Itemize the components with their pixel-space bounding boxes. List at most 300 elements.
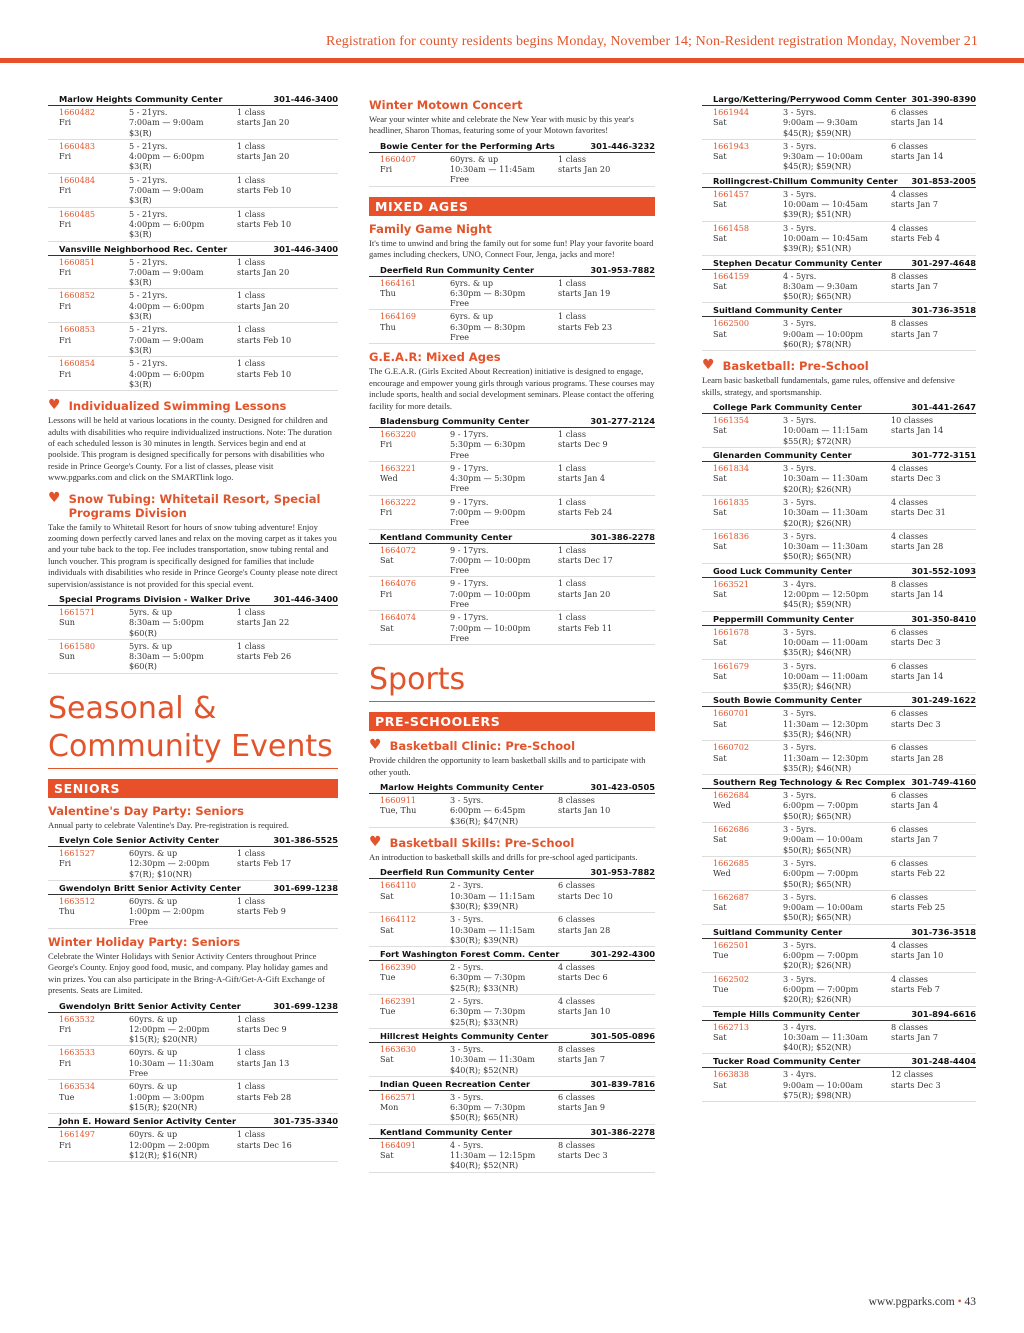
class-row xyxy=(48,1080,338,1114)
class-age: 3 - 4yrs. xyxy=(783,578,817,589)
class-time: 10:30am — 11:30am xyxy=(783,507,868,518)
venue-header xyxy=(369,1078,655,1091)
class-count: 1 class xyxy=(237,140,265,151)
class-time: 7:00pm — 10:00pm xyxy=(450,588,531,599)
class-code-link[interactable]: 1663512 xyxy=(59,896,96,907)
class-age: 6yrs. & up xyxy=(450,277,494,288)
venue-name: Peppermill Community Center xyxy=(713,613,854,624)
class-time: 10:30am — 11:30am xyxy=(450,1054,535,1065)
class-count: 1 class xyxy=(237,1129,265,1140)
class-age: 60yrs. & up xyxy=(129,896,178,907)
class-count: 6 classes xyxy=(891,660,928,671)
venue-name: Gwendolyn Britt Senior Activity Center xyxy=(59,1000,241,1011)
class-start: starts Dec 3 xyxy=(891,473,941,484)
class-day: Sat xyxy=(380,1054,394,1065)
class-age: 5 - 21yrs. xyxy=(129,208,168,219)
venue-phone: 301-749-4160 xyxy=(911,777,976,788)
class-age: 3 - 5yrs. xyxy=(783,660,817,671)
class-code-link[interactable]: 1662686 xyxy=(713,824,750,835)
class-count: 4 classes xyxy=(558,962,595,973)
class-code-link[interactable]: 1660853 xyxy=(59,324,96,335)
class-start: starts Jan 4 xyxy=(558,473,606,484)
class-start: starts Jan 7 xyxy=(891,834,939,845)
class-fee: $35(R); $46(NR) xyxy=(783,647,852,658)
venue-name: Fort Washington Forest Comm. Center xyxy=(380,949,560,960)
class-row xyxy=(48,1046,338,1080)
venue-name: Glenarden Community Center xyxy=(713,450,852,461)
class-row xyxy=(702,140,976,174)
class-time: 9:00am — 9:30am xyxy=(783,117,858,128)
class-count: 6 classes xyxy=(891,857,928,868)
venue-name: Kentland Community Center xyxy=(380,1126,513,1137)
class-code-link[interactable]: 1662501 xyxy=(713,939,750,950)
class-day: Thu xyxy=(380,321,396,332)
class-row xyxy=(48,1128,338,1162)
class-code-link[interactable]: 1661457 xyxy=(713,188,750,199)
class-code-link[interactable]: 1662390 xyxy=(380,962,417,973)
class-count: 6 classes xyxy=(891,742,928,753)
class-code-link[interactable]: 1661679 xyxy=(713,660,750,671)
class-code-link[interactable]: 1660911 xyxy=(380,795,417,806)
venue-phone: 301-386-2278 xyxy=(590,531,655,542)
class-time: 11:30am — 12:15pm xyxy=(450,1150,536,1161)
class-fee: $20(R); $26(NR) xyxy=(783,517,852,528)
program-heading xyxy=(369,739,655,753)
class-day: Sat xyxy=(713,1031,727,1042)
class-time: 9:00am — 10:00am xyxy=(783,902,863,913)
venue-header xyxy=(702,175,976,188)
class-count: 1 class xyxy=(558,277,586,288)
class-time: 6:30pm — 8:30pm xyxy=(450,321,526,332)
class-fee: $40(R); $52(NR) xyxy=(783,1042,852,1053)
class-start: starts Feb 10 xyxy=(237,218,292,229)
class-age: 3 - 5yrs. xyxy=(783,891,817,902)
class-age: 3 - 5yrs. xyxy=(783,140,817,151)
program-title: Family Game Night xyxy=(369,221,492,236)
venue-header xyxy=(702,694,976,707)
class-fee: $3(R) xyxy=(129,229,152,240)
class-day: Fri xyxy=(59,1023,72,1034)
class-count: 1 class xyxy=(237,1047,265,1058)
venue-header xyxy=(702,613,976,626)
venue-phone: 301-772-3151 xyxy=(911,450,976,461)
class-start: starts Feb 22 xyxy=(891,868,946,879)
class-code-link[interactable]: 1662391 xyxy=(380,996,417,1007)
class-code-link[interactable]: 1661944 xyxy=(713,107,750,117)
class-start: starts Dec 17 xyxy=(558,554,613,565)
class-code-link[interactable]: 1660702 xyxy=(713,742,750,753)
program-title: Winter Motown Concert xyxy=(369,98,523,112)
class-row xyxy=(702,789,976,823)
class-age: 60yrs. & up xyxy=(129,1129,178,1140)
class-day: Sat xyxy=(713,718,727,729)
class-time: 12:00pm — 2:00pm xyxy=(129,1139,210,1150)
class-count: 6 classes xyxy=(891,790,928,801)
class-time: 12:00pm — 2:00pm xyxy=(129,1023,210,1034)
class-time: 10:00am — 11:00am xyxy=(783,636,868,647)
column-middle xyxy=(369,92,655,1173)
class-row xyxy=(369,462,655,496)
class-count: 4 classes xyxy=(891,496,928,507)
venue-phone: 301-386-5525 xyxy=(273,835,338,846)
venue-header xyxy=(369,140,655,153)
class-fee: $60(R); $78(NR) xyxy=(783,339,852,350)
class-code-link[interactable]: 1660483 xyxy=(59,140,96,151)
class-row xyxy=(369,1043,655,1077)
venue-phone: 301-894-6616 xyxy=(911,1008,976,1019)
class-fee: $50(R); $65(NR) xyxy=(450,1112,519,1123)
class-row xyxy=(702,823,976,857)
class-time: 1:00pm — 2:00pm xyxy=(129,906,205,917)
class-age: 3 - 5yrs. xyxy=(783,188,817,199)
class-age: 9 - 17yrs. xyxy=(450,578,489,589)
venue-phone: 301-277-2124 xyxy=(590,415,655,426)
venue-phone: 301-390-8390 xyxy=(911,94,976,104)
venue-name: South Bowie Community Center xyxy=(713,695,862,706)
venue-header xyxy=(369,415,655,428)
class-fee: $40(R); $52(NR) xyxy=(450,1160,519,1171)
category-bar: MIXED AGES xyxy=(369,197,655,216)
class-row xyxy=(702,188,976,222)
class-row xyxy=(369,153,655,187)
venue-phone: 301-505-0896 xyxy=(590,1030,655,1041)
class-code-link[interactable]: 1661497 xyxy=(59,1129,96,1140)
program-heading xyxy=(48,399,338,413)
class-fee: $40(R); $52(NR) xyxy=(450,1064,519,1075)
venue-header xyxy=(702,257,976,270)
class-code-link[interactable]: 1661836 xyxy=(713,530,750,541)
class-fee: $60(R) xyxy=(129,627,157,638)
venue-header xyxy=(702,304,976,317)
class-start: starts Jan 14 xyxy=(891,670,944,681)
class-count: 1 class xyxy=(237,324,265,335)
class-code-link[interactable]: 1663532 xyxy=(59,1013,96,1024)
program-title: Basketball Clinic: Pre-School xyxy=(389,739,576,754)
class-start: starts Jan 14 xyxy=(891,589,944,600)
class-count: 6 classes xyxy=(891,891,928,902)
class-code-link[interactable]: 1661527 xyxy=(59,848,96,859)
class-count: 1 class xyxy=(237,640,265,651)
class-day: Fri xyxy=(59,368,72,379)
column-right xyxy=(702,92,976,1102)
class-fee: $50(R); $65(NR) xyxy=(783,551,852,562)
class-code-link[interactable]: 1660484 xyxy=(59,174,96,185)
class-day: Sat xyxy=(713,902,727,913)
category-bar: PRE-SCHOOLERS xyxy=(369,712,655,731)
venue-phone: 301-292-4300 xyxy=(590,949,655,960)
class-code-link[interactable]: 1663221 xyxy=(380,462,417,473)
class-code-link[interactable]: 1664110 xyxy=(380,880,417,891)
class-time: 10:30am — 11:30am xyxy=(783,541,868,552)
class-code-link[interactable]: 1664076 xyxy=(380,578,417,589)
venue-name: Suitland Community Center xyxy=(713,305,843,316)
class-fee: $15(R); $20(NR) xyxy=(129,1034,198,1045)
class-age: 60yrs. & up xyxy=(129,1081,178,1092)
class-fee: Free xyxy=(450,483,470,494)
class-time: 6:00pm — 7:00pm xyxy=(783,868,859,879)
class-fee: $50(R); $65(NR) xyxy=(783,912,852,923)
class-row xyxy=(702,707,976,741)
class-day: Sat xyxy=(713,636,727,647)
venue-phone: 301-699-1238 xyxy=(273,883,338,894)
class-row xyxy=(369,611,655,645)
class-age: 2 - 5yrs. xyxy=(450,962,484,973)
venue-name: Marlow Heights Community Center xyxy=(59,94,223,104)
class-fee: $25(R); $33(NR) xyxy=(450,1016,519,1027)
class-code-link[interactable]: 1660851 xyxy=(59,256,96,267)
class-fee: $35(R); $46(NR) xyxy=(783,762,852,773)
class-fee: $3(R) xyxy=(129,378,152,389)
class-code-link[interactable]: 1660852 xyxy=(59,290,96,301)
class-row xyxy=(702,578,976,612)
class-fee: Free xyxy=(450,332,470,342)
class-code-link[interactable]: 1663533 xyxy=(59,1047,96,1058)
program-title: Snow Tubing: Whitetail Resort, Special Programs Division xyxy=(68,491,321,520)
venue-name: Good Luck Community Center xyxy=(713,565,852,576)
class-time: 9:00am — 10:00pm xyxy=(783,328,864,339)
class-time: 10:30am — 11:30am xyxy=(783,473,868,484)
class-row xyxy=(369,496,655,530)
class-code-link[interactable]: 1661458 xyxy=(713,222,750,233)
class-row xyxy=(702,530,976,564)
class-row xyxy=(48,208,338,242)
venue-phone: 301-350-8410 xyxy=(911,613,976,624)
class-code-link[interactable]: 1661943 xyxy=(713,140,750,151)
venue-header xyxy=(48,1115,338,1128)
class-fee: $39(R); $51(NR) xyxy=(783,209,852,220)
class-start: starts Feb 10 xyxy=(237,368,292,379)
class-day: Sat xyxy=(713,589,727,600)
venue-header xyxy=(702,449,976,462)
program-description: It's time to unwind and bring the family out for some fun! Play your favorite board games including checkers, UNO, Connect Four, Jenga, jacks and more! xyxy=(369,237,654,260)
program-description: Learn basic basketball fundamentals, game rules, offensive and defensive skills, strategy, and sportsmanship. xyxy=(702,375,955,397)
venue-name: Vansville Neighborhood Rec. Center xyxy=(59,243,228,254)
class-count: 8 classes xyxy=(891,318,928,329)
class-age: 5 - 21yrs. xyxy=(129,107,168,117)
heart-icon: ♥ xyxy=(369,833,382,850)
class-day: Sat xyxy=(380,622,394,633)
class-day: Fri xyxy=(59,266,72,277)
venue-phone: 301-423-0505 xyxy=(590,782,655,793)
footer-website-link[interactable]: www.pgparks.com xyxy=(868,1296,955,1308)
class-code-link[interactable]: 1664159 xyxy=(713,270,750,281)
class-count: 8 classes xyxy=(891,270,928,281)
class-fee: $55(R); $72(NR) xyxy=(783,435,852,446)
class-day: Sun xyxy=(59,617,75,628)
class-time: 10:00am — 10:45am xyxy=(783,199,868,210)
program-title: Basketball: Pre-School xyxy=(722,359,869,374)
class-age: 3 - 5yrs. xyxy=(783,222,817,233)
class-code-link[interactable]: 1664112 xyxy=(380,914,417,925)
class-fee: Free xyxy=(450,174,470,185)
class-day: Thu xyxy=(380,287,396,298)
class-code-link[interactable]: 1660854 xyxy=(59,358,96,369)
class-start: starts Jan 14 xyxy=(891,151,944,162)
class-count: 1 class xyxy=(237,848,265,859)
class-age: 3 - 5yrs. xyxy=(783,626,817,637)
venue-phone: 301-736-3518 xyxy=(911,926,976,937)
class-age: 9 - 17yrs. xyxy=(450,496,489,507)
class-day: Tue xyxy=(713,950,729,961)
class-count: 6 classes xyxy=(891,140,928,151)
column-left xyxy=(48,92,338,1162)
class-code-link[interactable]: 1660407 xyxy=(380,153,417,164)
class-code-link[interactable]: 1664161 xyxy=(380,277,417,288)
class-age: 3 - 5yrs. xyxy=(783,496,817,507)
class-row xyxy=(702,660,976,694)
class-start: starts Dec 3 xyxy=(558,1150,608,1161)
class-row xyxy=(369,428,655,462)
banner-rule xyxy=(0,58,1024,63)
class-start: starts Jan 7 xyxy=(891,1031,939,1042)
class-code-link[interactable]: 1660701 xyxy=(713,708,750,719)
section-title: Seasonal & Community Events xyxy=(48,690,338,769)
class-row xyxy=(702,626,976,660)
venue-name: Kentland Community Center xyxy=(380,531,513,542)
class-code-link[interactable]: 1663838 xyxy=(713,1069,750,1080)
class-code-link[interactable]: 1661580 xyxy=(59,640,96,651)
class-time: 4:00pm — 6:00pm xyxy=(129,368,205,379)
class-fee: Free xyxy=(129,1068,149,1079)
class-row xyxy=(702,317,976,351)
class-age: 3 - 5yrs. xyxy=(783,708,817,719)
class-start: starts Feb 23 xyxy=(558,321,613,332)
class-start: starts Jan 20 xyxy=(237,300,290,311)
class-code-link[interactable]: 1660485 xyxy=(59,208,96,219)
class-day: Sun xyxy=(59,651,75,662)
class-start: starts Dec 9 xyxy=(558,439,608,450)
class-start: starts Jan 20 xyxy=(558,164,611,175)
class-fee: $35(R); $46(NR) xyxy=(783,681,852,692)
class-fee: $35(R); $46(NR) xyxy=(783,728,852,739)
class-start: starts Jan 14 xyxy=(891,117,944,128)
venue-phone: 301-249-1622 xyxy=(911,695,976,706)
class-age: 60yrs. & up xyxy=(450,153,499,164)
class-code-link[interactable]: 1662713 xyxy=(713,1021,750,1032)
venue-header xyxy=(702,1055,976,1068)
venue-phone: 301-446-3232 xyxy=(590,140,655,151)
class-day: Fri xyxy=(59,300,72,311)
class-code-link[interactable]: 1663222 xyxy=(380,496,417,507)
program-title: Winter Holiday Party: Seniors xyxy=(48,934,241,949)
class-time: 7:00pm — 10:00pm xyxy=(450,554,531,565)
class-code-link[interactable]: 1663630 xyxy=(380,1043,417,1054)
venue-phone: 301-446-3400 xyxy=(273,243,338,254)
venue-header xyxy=(48,243,338,256)
venue-name: Gwendolyn Britt Senior Activity Center xyxy=(59,883,241,894)
class-code-link[interactable]: 1661571 xyxy=(59,607,96,617)
class-row xyxy=(369,961,655,995)
class-code-link[interactable]: 1663534 xyxy=(59,1081,96,1092)
class-day: Sat xyxy=(713,507,727,518)
class-fee: $3(R) xyxy=(129,127,152,138)
class-row xyxy=(702,1068,976,1102)
class-code-link[interactable]: 1662687 xyxy=(713,891,750,902)
heart-icon: ♥ xyxy=(369,737,382,754)
class-code-link[interactable]: 1662684 xyxy=(713,790,750,801)
class-start: starts Dec 9 xyxy=(237,1023,287,1034)
class-code-link[interactable]: 1661834 xyxy=(713,463,750,474)
program-title: Basketball Skills: Pre-School xyxy=(389,835,575,850)
venue-name: Temple Hills Community Center xyxy=(713,1008,860,1019)
class-code-link[interactable]: 1661678 xyxy=(713,626,750,637)
class-count: 1 class xyxy=(237,174,265,185)
class-day: Sat xyxy=(713,117,727,128)
class-code-link[interactable]: 1664169 xyxy=(380,311,417,322)
venue-header xyxy=(369,866,655,879)
class-age: 3 - 5yrs. xyxy=(783,107,817,117)
class-row xyxy=(369,913,655,947)
venue-header xyxy=(369,1126,655,1139)
class-code-link[interactable]: 1662502 xyxy=(713,973,750,984)
venue-header xyxy=(702,776,976,789)
class-day: Fri xyxy=(380,164,393,175)
class-time: 6:00pm — 6:45pm xyxy=(450,805,526,816)
class-time: 4:00pm — 6:00pm xyxy=(129,151,205,162)
class-code-link[interactable]: 1661354 xyxy=(713,415,750,426)
class-row xyxy=(48,895,338,929)
class-start: starts Feb 10 xyxy=(237,334,292,345)
class-code-link[interactable]: 1664074 xyxy=(380,612,417,623)
class-age: 3 - 5yrs. xyxy=(450,795,484,806)
class-count: 6 classes xyxy=(558,880,595,891)
class-code-link[interactable]: 1661835 xyxy=(713,496,750,507)
venue-phone: 301-953-7882 xyxy=(590,867,655,878)
class-count: 6 classes xyxy=(891,708,928,719)
venue-phone: 301-699-1238 xyxy=(273,1000,338,1011)
venue-phone: 301-441-2647 xyxy=(911,402,976,413)
class-code-link[interactable]: 1664072 xyxy=(380,544,417,555)
venue-header xyxy=(702,401,976,414)
venue-phone: 301-853-2005 xyxy=(911,175,976,186)
venue-name: Stephen Decatur Community Center xyxy=(713,257,883,268)
category-bar: SENIORS xyxy=(48,779,338,798)
venue-phone: 301-735-3340 xyxy=(273,1116,338,1127)
class-start: starts Jan 4 xyxy=(891,800,939,811)
heart-icon: ♥ xyxy=(702,357,715,374)
venue-phone: 301-446-3400 xyxy=(273,594,338,604)
class-code-link[interactable]: 1660482 xyxy=(59,107,96,117)
class-row xyxy=(48,1013,338,1047)
class-count: 1 class xyxy=(237,896,265,907)
venue-name: Bowie Center for the Performing Arts xyxy=(380,140,555,151)
class-count: 4 classes xyxy=(891,939,928,950)
class-day: Wed xyxy=(713,868,731,879)
class-code-link[interactable]: 1664091 xyxy=(380,1139,417,1150)
program-title: Valentine's Day Party: Seniors xyxy=(48,803,244,818)
program-description: The G.E.A.R. (Girls Excited About Recreation) initiative is designed to engage, encourage and empower young girls through various programs. These courses may include sports, health and social development seminars. Please contact the offering facility for more details. xyxy=(369,366,655,411)
class-code-link[interactable]: 1662571 xyxy=(380,1091,417,1102)
class-fee: $45(R); $59(NR) xyxy=(783,599,852,610)
program-description: An introduction to basketball skills and drills for pre-school aged participants. xyxy=(369,851,638,862)
class-start: starts Jan 20 xyxy=(558,588,611,599)
class-code-link[interactable]: 1663220 xyxy=(380,428,417,439)
class-day: Sat xyxy=(713,834,727,845)
class-fee: Free xyxy=(450,298,470,309)
class-start: starts Feb 7 xyxy=(891,983,940,994)
class-code-link[interactable]: 1662500 xyxy=(713,318,750,329)
class-code-link[interactable]: 1663521 xyxy=(713,578,750,589)
class-time: 9:30am — 10:00am xyxy=(783,151,863,162)
class-fee: $3(R) xyxy=(129,161,152,172)
venue-phone: 301-446-3400 xyxy=(273,94,338,104)
venue-header xyxy=(369,531,655,544)
class-row xyxy=(48,174,338,208)
heart-icon: ♥ xyxy=(48,489,61,506)
class-code-link[interactable]: 1662685 xyxy=(713,857,750,868)
class-start: starts Dec 6 xyxy=(558,972,608,983)
class-age: 3 - 5yrs. xyxy=(783,318,817,329)
